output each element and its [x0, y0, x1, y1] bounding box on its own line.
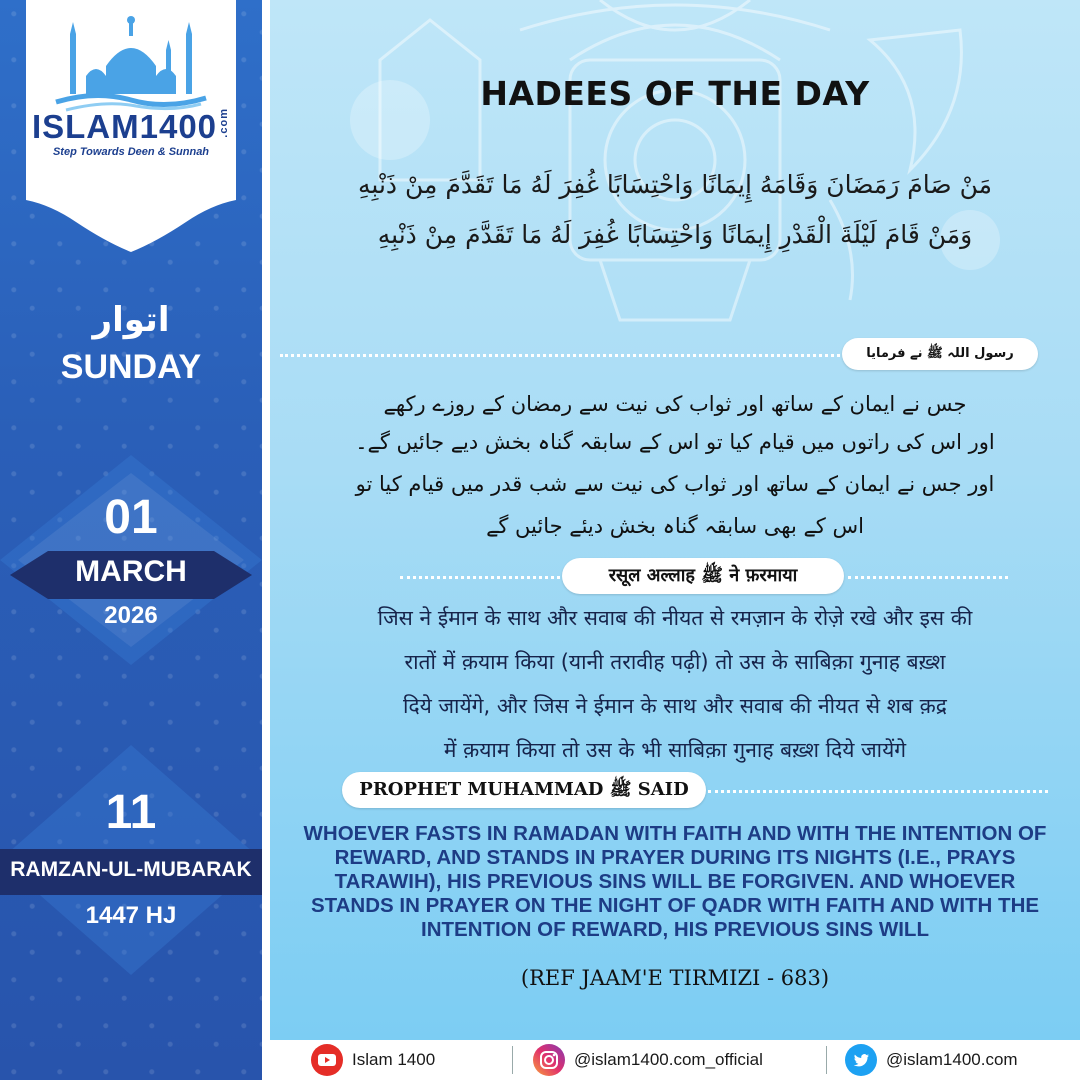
left-sidebar — [0, 0, 262, 1080]
urdu-text-line: جس نے ایمان کے ساتھ اور ثواب کی نیت سے رمضان کے روزے رکھے — [383, 392, 967, 416]
day-english: SUNDAY — [60, 348, 202, 386]
logo-dotcom: .com — [218, 108, 231, 138]
youtube-handle: Islam 1400 — [352, 1050, 436, 1069]
twitter-handle: @islam1400.com — [886, 1050, 1018, 1069]
logo-wordmark: ISLAM1400.com — [31, 108, 231, 145]
social-footer — [270, 1040, 1080, 1080]
hindi-text-line: में क़याम किया तो उस के भी साबिक़ा गुनाह बख़्श दिये जायेंगे — [443, 738, 907, 762]
english-translation: WHOEVER FASTS IN RAMADAN WITH FAITH AND WITH THE INTENTION OF REWARD, AND STANDS IN PRAYER DURING ITS NIGHTS (I.E., PRAYS TARAWIH), HIS PREVIOUS SINS WILL BE FORGIVEN. AND WHOEVER STANDS IN PRAYER ON THE NIGHT OF QADR WITH FAITH AND WITH THE INTENTION OF REWARD, HIS PREVIOUS SINS WILL — [303, 822, 1047, 941]
youtube-icon — [310, 1043, 344, 1077]
instagram-icon — [532, 1043, 566, 1077]
hindi-text-line: दिये जायेंगे, और जिस ने ईमान के साथ और सवाब की नीयत से शब क़द्र — [403, 694, 947, 718]
day-urdu: اتوار — [92, 300, 170, 340]
hindi-attribution-tag: रसूल अल्लाह ﷺ ने फ़रमाया — [562, 558, 844, 594]
logo-tagline: Step Towards Deen & Sunnah — [52, 146, 210, 158]
dotted-divider — [400, 576, 560, 579]
date-year: 2026 — [104, 602, 158, 629]
youtube-link[interactable] — [310, 1040, 435, 1080]
date-month: MARCH — [75, 555, 187, 588]
dotted-divider — [708, 790, 1048, 793]
dotted-divider — [848, 576, 1008, 579]
hijri-month: RAMZAN-UL-MUBARAK — [10, 858, 252, 881]
dotted-divider — [280, 354, 840, 357]
instagram-handle: @islam1400.com_official — [574, 1050, 763, 1069]
twitter-icon — [844, 1043, 878, 1077]
arabic-text-line: مَنْ صَامَ رَمَضَانَ وَقَامَهُ إِيمَانًا وَاحْتِسَابًا غُفِرَ لَهُ مَا تَقَدَّمَ مِنْ ذَنْبِهِ — [358, 170, 992, 199]
urdu-text-line: اس کے بھی سابقہ گناہ بخش دیئے جائیں گے — [486, 514, 864, 538]
hijri-year: 1447 HJ — [85, 902, 177, 929]
page-title: HADEES OF THE DAY — [480, 74, 870, 113]
date-day: 01 — [104, 491, 158, 544]
logo-card — [26, 0, 236, 255]
instagram-link[interactable] — [532, 1040, 763, 1080]
footer-separator — [512, 1046, 513, 1074]
footer-separator — [826, 1046, 827, 1074]
hindi-text-line: जिस ने ईमान के साथ और सवाब की नीयत से रमज़ान के रोज़े रखे और इस की — [377, 606, 973, 630]
urdu-text-line: اور اس کی راتوں میں قیام کیا تو اس کے سابقہ گناہ بخش دیے جائیں گے۔ — [355, 430, 995, 454]
urdu-text-line: اور جس نے ایمان کے ساتھ اور ثواب کی نیت سے شب قدر میں قیام کیا تو — [355, 472, 995, 496]
urdu-attribution-tag: رسول اللہ ﷺ نے فرمایا — [842, 338, 1038, 370]
twitter-link[interactable] — [844, 1040, 1018, 1080]
hadees-panel — [270, 0, 1080, 1040]
hadees-reference: (REF JAAM'E TIRMIZI - 683) — [520, 966, 830, 990]
hijri-day: 11 — [105, 786, 157, 839]
english-attribution-tag: PROPHET MUHAMMAD ﷺ SAID — [342, 772, 706, 808]
sidebar-edge — [262, 0, 270, 1080]
hindi-text-line: रातों में क़याम किया (यानी तरावीह पढ़ी) तो उस के साबिक़ा गुनाह बख़्श — [404, 650, 946, 674]
arabic-text-line: وَمَنْ قَامَ لَيْلَةَ الْقَدْرِ إِيمَانًا وَاحْتِسَابًا غُفِرَ لَهُ مَا تَقَدَّمَ مِنْ ذَنْبِهِ — [377, 220, 973, 249]
